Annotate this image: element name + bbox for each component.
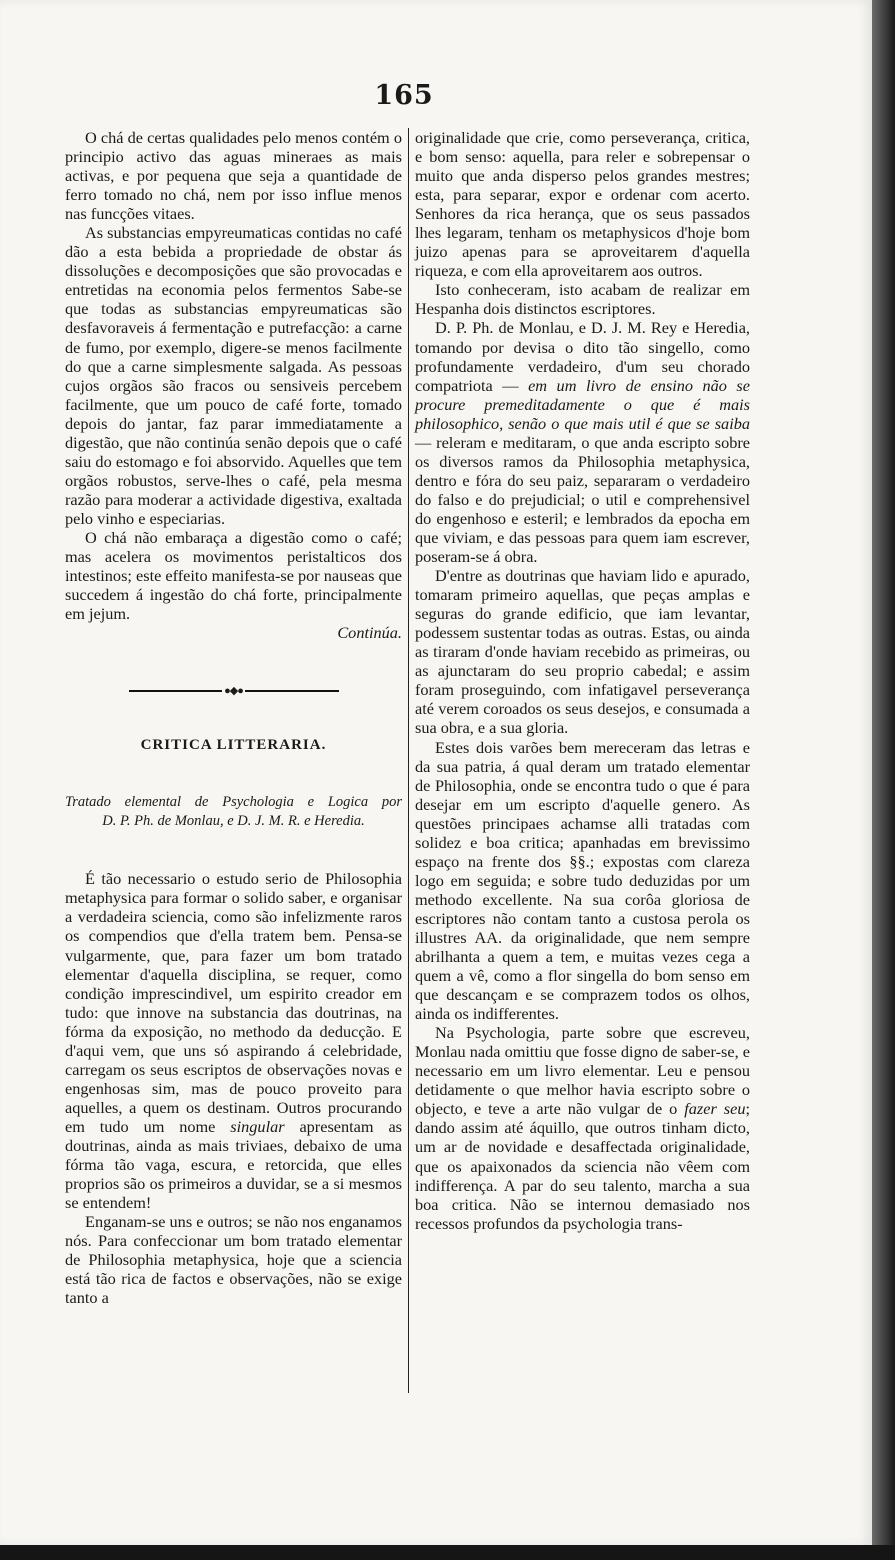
emphasis: em um livro de ensino não se procure premeditadamente o que é mais philosophico, senão o que mais util é que se saiba: [415, 375, 750, 433]
continued-note: Continúa.: [337, 623, 402, 643]
paragraph: O chá de certas qualidades pelo menos contém o principio activo das aguas mineraes as mais activas, e por pequena que seja a quantidade de ferro tomado no chá, nem por isso influe menos nas funcções vitaes.: [65, 128, 402, 224]
emphasis: fazer seu: [684, 1099, 746, 1119]
left-column: [65, 128, 402, 1307]
subtitle-line: D. P. Ph. de Monlau, e D. J. M. R. e Heredia.: [102, 813, 365, 830]
text-run: ; dando assim até áquillo, que outros tinham dicto, um ar de novidade e desaffectada originalidade, que os apaixonados da sciencia não vêem com indifferença. A par do seu talento, marcha a sua boa critica. Não se internou demasiado nos recessos profundos da psychologia trans-: [415, 1099, 750, 1233]
review-subtitle: [65, 793, 402, 831]
emphasis: singular: [230, 1116, 285, 1136]
subtitle-line: Tratado elemental de Psychologia e Logica por: [65, 794, 402, 811]
paragraph: originalidade que crie, como perseverança, critica, e bom senso: aquella, para reler e sobrepensar o muito que anda disperso pelos grandes mestres; esta, para separar, expor e ordenar com acerto. Senhores da rica herança, que os seus passados lhes legaram, tenham os metaphysicos d'hoje bom juizo apenas para se aproveitarem d'aquella riqueza, e com ella aproveitarem aos outros.: [415, 128, 750, 281]
text-run: É tão necessario o estudo serio de Philosophia metaphysica para formar o solido saber, e organisar a verdadeira sciencia, como são infelizmente raros os compendios que d'ella tratem bem. Pensa-se vulgarmente, que, para fazer um bom tratado elementar d'aquella disciplina, se requer, como condição imprescindivel, um espirito creador em tudo: que innove na substancia das doutrinas, na fórma da exposição, no methodo da deducção. E d'aqui vem, que uns só aspirando á celebridade, carregam os seus escriptos de observações novas e engenhosas sim, mas de pouco proveito para aquelles, a quem os destinam. Outros procurando em tudo um nome: [65, 869, 402, 1136]
ornament-knot: ●◆●: [224, 684, 243, 697]
divider-rule: [245, 690, 339, 692]
paragraph: D'entre as doutrinas que haviam lido e apurado, tomaram primeiro aquellas, que peças amplas e seguras do grande edificio, que iam levantar, podessem sustentar todas as outras. Estas, ou ainda as tiraram d'onde haviam recebido as primeiras, ou as ajunctaram do seu proprio cabedal; e assim foram proseguindo, com infatigavel perseverança até verem coroados os seus desejos, e consumada a sua obra, e a sua gloria.: [415, 566, 750, 738]
paragraph: [415, 318, 750, 566]
column-divider: [408, 128, 409, 1393]
page-number: 165: [374, 80, 434, 111]
text-run: D. P. Ph. de Monlau, e D. J. M. Rey e Heredia, tomando por devisa o dito tão singello, como profundamente verdadeiro, d'um seu chorado compatriota —: [415, 318, 750, 395]
paragraph: Estes dois varões bem mereceram das letras e da sua patria, á qual deram um tratado elementar de Philosophia, onde se encontra tudo o que é para desejar em um escripto d'aquelle genero. As questões principaes achamse alli tratadas com solidez e boa critica; apanhadas em brevissimo espaço na frente dos §§.; expostas com clareza logo em seguida; e sobre tudo deduzidas por um methodo excellente. Na sua corôa gloriosa de escriptores não contam tanto a custosa perola os illustres AA. da originalidade, que nem sempre abrilhanta a quem a tem, e muitas vezes cega a quem a vê, como a flor singella do bom senso em que descançam e se comprazem todos os olhos, ainda os indifferentes.: [415, 737, 750, 1024]
book-edge-bottom: [0, 1545, 895, 1560]
divider-rule: [129, 690, 223, 692]
book-edge-right: [872, 0, 895, 1560]
text-run: — releram e meditaram, o que anda escripto sobre os diversos ramos da Philosophia metaphysica, dentro e fóra do seu paiz, separaram o verdadeiro do falso e do prejudicial; o util e comprehensivel do engenhoso e esteril; e lembrados da epocha em que viviam, e das pessoas para quem iam escrever, poseram-se á obra.: [415, 432, 750, 567]
paragraph: [415, 1023, 750, 1233]
section-divider-ornament: [129, 684, 339, 698]
section-title: CRITICA LITTERARIA.: [140, 737, 327, 754]
text-run: Na Psychologia, parte sobre que escreveu, Monlau nada omittiu que fosse digno de saber-se, e necessario em um livro elementar. Leu e pensou detidamente o que melhor havia escripto sobre o objecto, e teve a arte não vulgar de o: [415, 1023, 750, 1119]
paragraph: As substancias empyreumaticas contidas no café dão a esta bebida a propriedade de obstar ás dissoluções e decomposições que são provocadas e entretidas na economia pelos fermentos Sabe-se que todas as substancias empyreumaticas são desfavoraveis á fermentação e putrefacção: a carne de fumo, por exemplo, digere-se menos facilmente do que a carne simplesmente salgada. As pessoas cujos orgãos são fracos ou sensiveis percebem facilmente, que um pouco de café forte, tomado depois do jantar, faz parar immediatamente a digestão, que não continúa senão depois que o café saiu do estomago e foi absorvido. Aquelles que tem orgãos robustos, serve-lhes o café, pela mesma razão para moderar a actividade digestiva, exaltada pelo vinho e especiarias.: [65, 223, 402, 528]
right-column: [415, 128, 750, 1233]
paragraph: O chá não embaraça a digestão como o café; mas acelera os movimentos peristalticos dos intestinos; este effeito manifesta-se por nauseas que succedem á ingestão do chá forte, principalmente em jejum.: [65, 527, 402, 624]
text-run: apresentam as doutrinas, ainda as mais triviaes, debaixo de uma fórma tão vaga, escura, e retorcida, que elles proprios são os primeiros a duvidar, se a si mesmos se entendem!: [65, 1116, 403, 1213]
paragraph: [65, 869, 402, 1212]
paragraph: Enganam-se uns e outros; se não nos enganamos nós. Para confeccionar um bom tratado elementar de Philosophia metaphysica, hoje que a sciencia está tão rica de factos e observações, não se exige tanto a: [65, 1212, 402, 1308]
paragraph: Isto conheceram, isto acabam de realizar em Hespanha dois distinctos escriptores.: [415, 280, 750, 319]
